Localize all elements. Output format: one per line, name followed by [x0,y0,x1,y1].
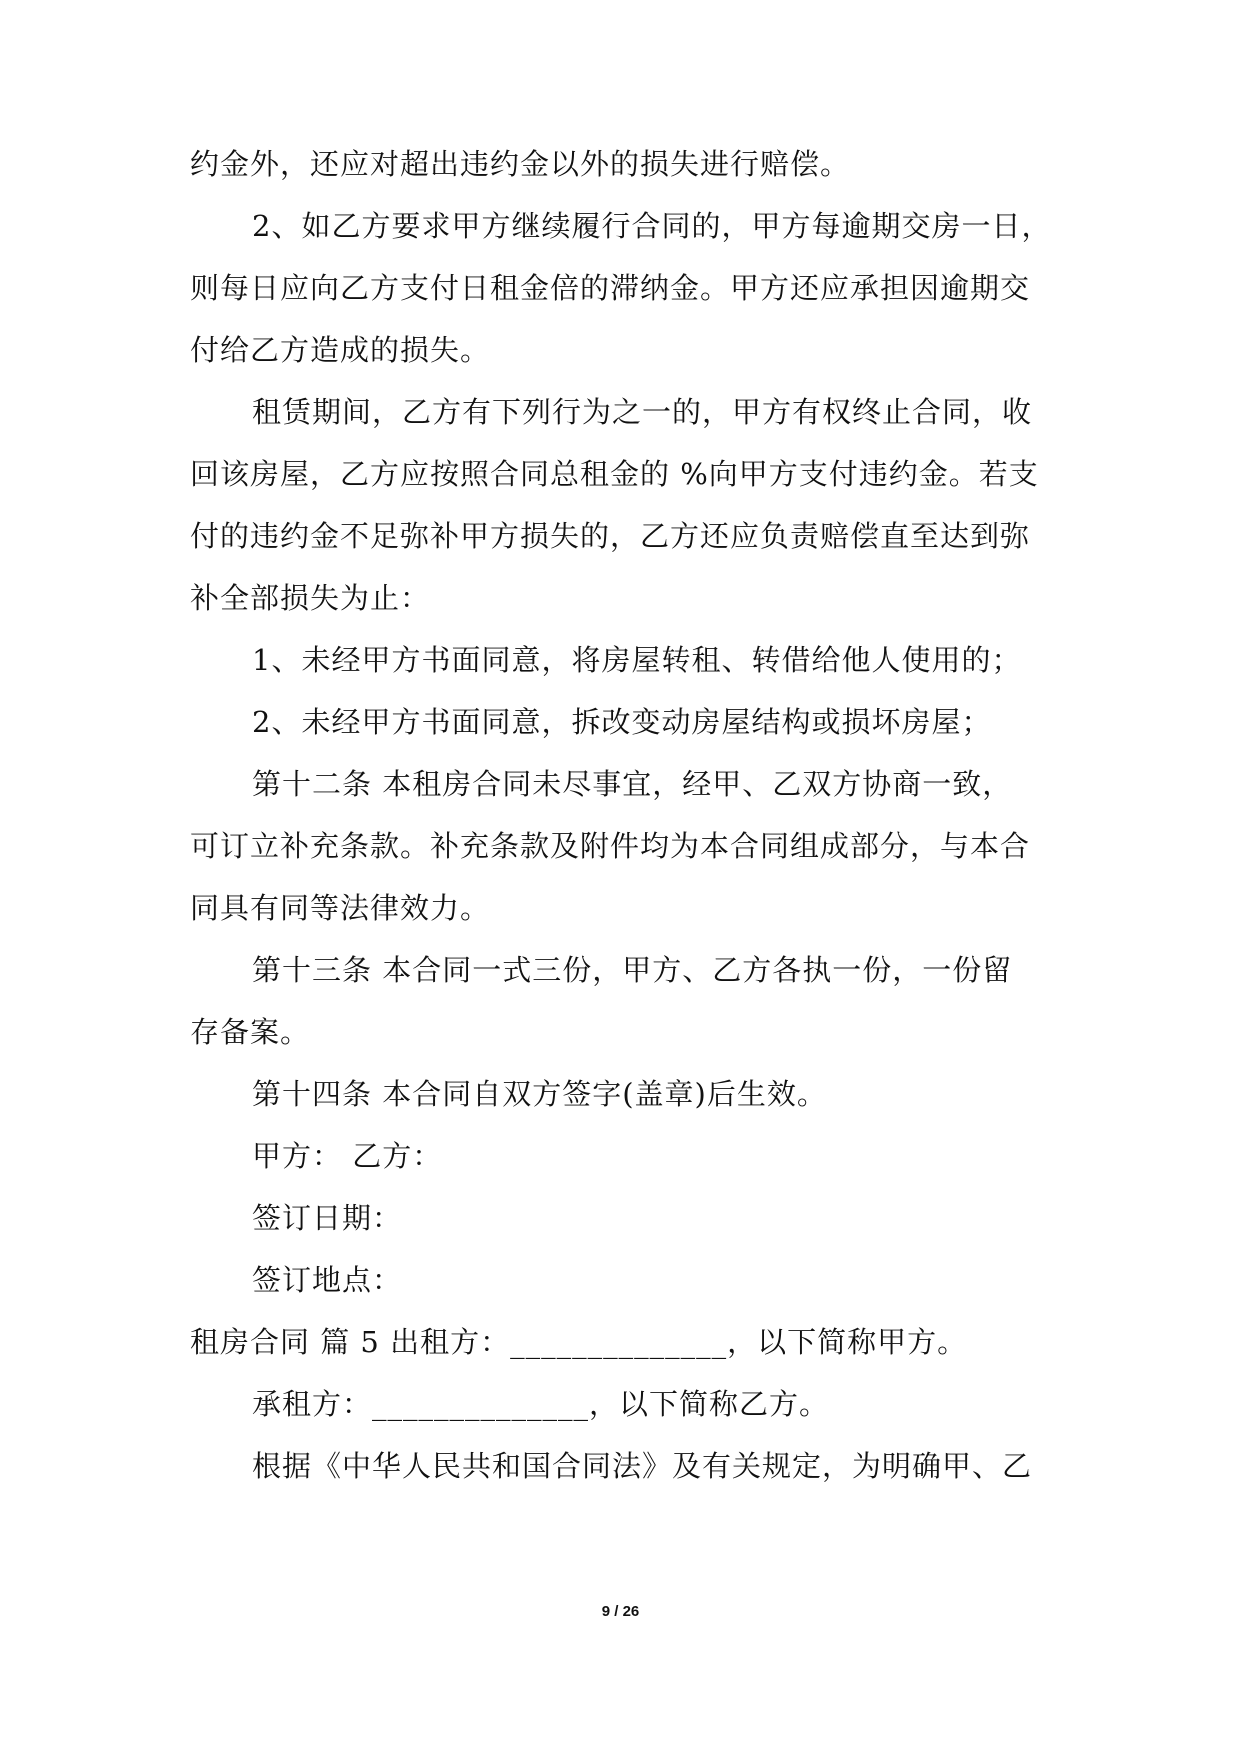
text-line: 签订地点： [252,1263,403,1297]
text-line: 回该房屋，乙方应按照合同总租金的 %向甲方支付违约金。若支 [190,457,1039,491]
text-line: 2、如乙方要求甲方继续履行合同的，甲方每逾期交房一日， [252,209,1052,243]
text-line: 签订日期： [252,1201,403,1235]
text-line: 2、未经甲方书面同意，拆改变动房屋结构或损坏房屋； [252,705,992,739]
text-line: 第十四条 本合同自双方签字(盖章)后生效。 [252,1077,827,1111]
text-line: 同具有同等法律效力。 [190,891,491,925]
text-line: 第十三条 本合同一式三份，甲方、乙方各执一份，一份留 [252,953,1013,987]
text-line: 付给乙方造成的损失。 [190,333,491,367]
text-line: 1、未经甲方书面同意，将房屋转租、转借给他人使用的； [252,643,1022,677]
text-line: 租房合同 篇 5 出租方：______________，以下简称甲方。 [190,1325,968,1359]
text-line: 第十二条 本租房合同未尽事宜，经甲、乙双方协商一致， [252,767,1013,801]
text-line: 补全部损失为止： [190,581,431,615]
text-line: 约金外，还应对超出违约金以外的损失进行赔偿。 [190,147,851,181]
text-line: 则每日应向乙方支付日租金倍的滞纳金。甲方还应承担因逾期交 [190,271,1031,305]
text-line: 租赁期间，乙方有下列行为之一的，甲方有权终止合同，收 [252,395,1033,429]
page-number: 9 / 26 [601,1603,640,1620]
text-line: 存备案。 [190,1015,311,1049]
text-line: 根据《中华人民共和国合同法》及有关规定，为明确甲、乙 [252,1449,1033,1483]
text-line: 付的违约金不足弥补甲方损失的，乙方还应负责赔偿直至达到弥 [190,519,1031,553]
text-line: 承租方：______________，以下简称乙方。 [252,1387,830,1421]
text-line: 可订立补充条款。补充条款及附件均为本合同组成部分，与本合 [190,829,1031,863]
text-line: 甲方： 乙方： [252,1139,443,1173]
